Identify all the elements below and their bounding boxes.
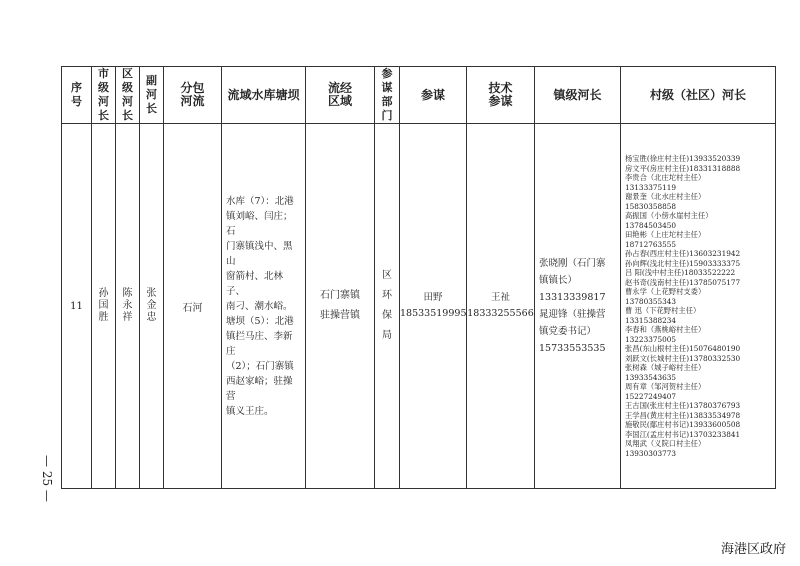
cell-staff-dept: 区环保局 [375,124,400,489]
cell-district-chief: 陈永祥 [116,124,140,489]
village-line: 李贵合（北庄坨村主任） [625,173,706,182]
header-reservoirs: 流域水库塘坝 [222,67,306,124]
village-line: 王古国(张庄村主任)13780376793 [625,401,741,410]
village-line: 凤翔武（义院口村主任） [625,439,706,448]
cell-village-chief [621,124,776,489]
header-town-chief: 镇级河长 [535,67,621,124]
cell-reservoirs [222,124,306,489]
village-line: 张树森（城子峪村主任） [625,363,706,372]
reservoir-line: 镇刘峪、闫庄；石 [226,210,293,237]
header-staff-dept: 参谋部门 [375,67,400,124]
village-line: 曹永学（上花野村支委） [625,287,706,296]
village-line: 吕 阳(浅中村主任)18033522222 [625,268,736,277]
town-line: 晁迎锋（驻操营 [539,309,606,320]
reservoir-line: 镇义王庄。 [226,405,274,417]
area-line: 驻操营镇 [320,310,360,321]
village-line: 房文平(房庄村主任)18331318888 [625,163,741,173]
village-line: 王学昌(黄庄村主任)13833534978 [625,410,741,420]
reservoir-line: 水库（7）：北港 [226,195,294,207]
header-district-chief: 区级河长 [116,67,140,124]
header-city-chief: 市级河长 [92,67,116,124]
reservoir-line: （2）；石门寨镇 [226,360,294,372]
header-deputy-chief: 副河长 [140,67,164,124]
header-row [62,67,776,124]
cell-city-chief: 孙国胜 [92,124,116,489]
town-line: 张晓刚（石门寨 [539,258,606,269]
village-line: 周有章（邹河贺村主任） [625,382,706,391]
tech-phone: 18333255566 [467,308,534,319]
cell-river: 石河 [164,124,222,489]
header-seq: 序号 [62,67,92,124]
village-line: 张昌(东山根村主任)15076480190 [625,344,741,353]
village-line: 杨宝胜(徐庄村主任)13933520339 [625,154,741,163]
staff-phone: 18533519995 [400,308,467,319]
village-line: 15227249407 [625,391,677,401]
table-row [62,124,776,489]
header-area: 流经区域 [306,67,375,124]
reservoir-line: 南刁、潮水峪。 [226,300,293,312]
village-line: 13133375119 [625,182,677,192]
town-line: 镇镇长） [539,275,578,286]
village-line: 赵书奇(浅南村主任)13785075177 [625,277,741,287]
reservoir-line: 镇拦马庄、李新庄 [226,330,293,357]
village-line: 谢景奎（北水庄村主任） [625,192,706,201]
watermark: 海港区政府 [720,542,786,557]
header-staff: 参谋 [400,67,467,124]
village-line: 孙向辉(浅北村主任)15903333375 [625,258,741,268]
page-number: — 25 — [40,455,54,502]
header-village-chief: 村级（社区）河长 [621,67,776,124]
village-line: 15830358858 [625,201,677,211]
village-line: 曹 迅（下花野村主任） [625,306,701,315]
cell-tech-staff [467,124,535,489]
cell-area [306,124,375,489]
village-line: 李国江(孟庄村书记)13703233841 [625,429,741,439]
town-line: 15733553535 [539,343,606,354]
village-line: 李春和（燕桃峪村主任） [625,325,706,334]
river-chief-table [61,66,776,489]
village-line: 刘跃文(长城村主任)13780332530 [625,353,741,363]
village-line: 18712763555 [625,239,677,249]
village-line: 田艳彬（上庄坨村主任） [625,230,706,239]
header-tech-staff: 技术参谋 [467,67,535,124]
village-line: 13780355343 [625,296,677,306]
reservoir-line: 门寨镇浅中、黑山 [226,240,293,267]
village-line: 13223375005 [625,334,677,344]
reservoir-line: 西赵家峪；驻操营 [226,375,293,402]
tech-name: 王祉 [490,292,510,303]
village-line: 13784503450 [625,220,677,230]
staff-name: 田野 [423,292,443,303]
village-line: 13930303773 [625,448,677,458]
village-line: 施敬民(鄢庄村书记)13933600508 [625,420,741,429]
area-line: 石门寨镇 [320,290,360,301]
cell-seq: 11 [62,124,92,489]
village-line: 13933543635 [625,372,677,382]
village-line: 高振国（小傍水崖村主任） [625,211,713,220]
village-line: 13315388234 [625,315,677,325]
cell-deputy-chief: 张金忠 [140,124,164,489]
village-line: 孙占春(西庄村主任)13603231942 [625,249,741,258]
town-line: 镇党委书记） [539,326,597,337]
reservoir-line: 窗箭村、北林子、 [226,270,284,297]
header-river: 分包河流 [164,67,222,124]
cell-town-chief [535,124,621,489]
cell-staff [400,124,467,489]
reservoir-line: 塘坝（5）：北港 [226,315,294,327]
town-line: 13313339817 [539,292,606,303]
